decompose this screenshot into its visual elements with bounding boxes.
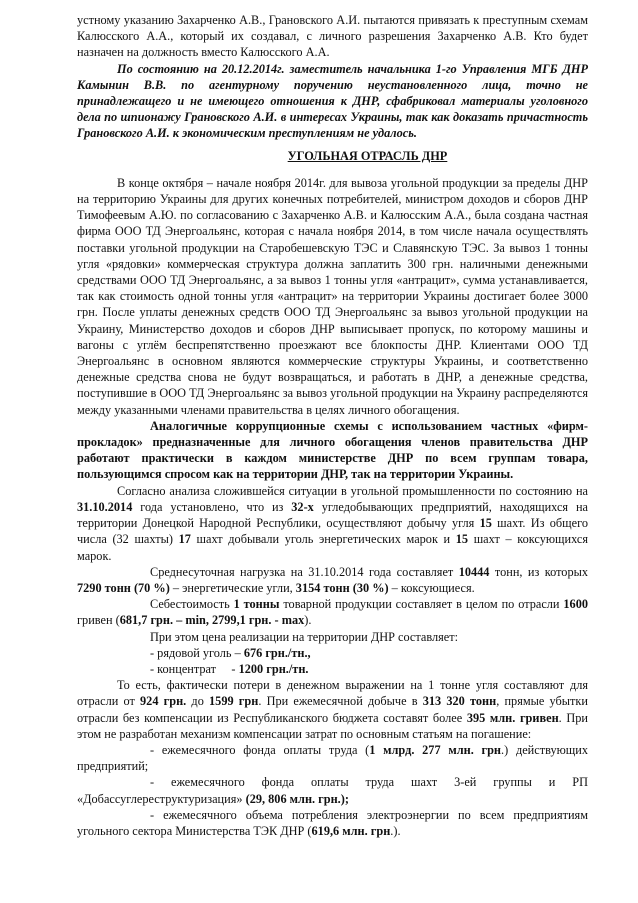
price-raw-coal: [77, 645, 588, 661]
losses-paragraph: [77, 677, 588, 742]
load-paragraph: [77, 564, 588, 596]
load-text-3: – энергетические угли,: [169, 580, 296, 595]
analysis-text-4: шахт. Из общего числа (32 шахты): [77, 516, 588, 547]
losses-text-2: до: [186, 694, 210, 709]
load-text-2: тонн, из которых: [489, 564, 589, 579]
price-concentrate: [77, 661, 588, 677]
price-raw-value: 676 грн./тн.,: [243, 645, 311, 660]
item2-value: (29, 806 млн. грн.);: [245, 791, 349, 806]
cost-text-2: товарной продукции составляет в целом по отрасли: [279, 597, 560, 612]
cost-unit: 1 тонны: [233, 597, 280, 612]
item1-text: - ежемесячного фонда оплаты труда (: [150, 742, 370, 757]
item1-value: 1 млрд. 277 млн. грн: [369, 742, 502, 757]
main-paragraph: В конце октября – начале ноября 2014г. для вывоза угольной продукции за пределы ДНР на территорию Украины для других конечных потребителей, министром доходов и сборов ДНР Тимофеевым А.Ю. по согласованию с Захарченко А.В. и Калюсским А.А., была создана частная фирма ООО ТД Энергоальянс, которая с начала ноября 2014, в том числе начала осуществлять поставки угольной продукции на Старобешевскую ТЭС и Славянскую ТЭС. За вывоз 1 тонны угля «рядовки» коммерческая структура должна заплатить 300 грн. наличными денежными средствами ООО ТД Энергоальянс, а за вывоз 1 тонны угля «антрацит», сумма устанавливается, так как стоимость одной тонны угля «антрацит» на территории Украины достигает более 3000 грн. После уплаты денежных средств ООО ТД Энергоальянс за вывоз угольной продукции на Украину, Министерство доходов и сборов ДНР выписывает пропуск, по которому машины и вагоны с углём беспрепятственно проезжают все блокпосты ДНР. Клиентами ООО ТД Энергоальянс в основном являются коммерческие структуры Украины, и соответственно денежные средства снова не будут возвращаться, и работать в ДНР, а денежные средства, поступившие в ООО ТД Энергоальянс за вывоз угольной продукции на Украину распределяются между указанными членами правительства в целях личного обогащения.: [77, 175, 588, 417]
item-group3-mines: [77, 774, 588, 806]
item2-text: - ежемесячного фонда оплаты труда шахт 3-ей группы и РП «Добассуглереструктуризация»: [77, 775, 588, 806]
cost-text-4: ).: [304, 613, 312, 628]
item-electricity: [77, 807, 588, 839]
losses-text-1: То есть, фактически потери в денежном выражении на 1 тонне угля составляют для отрасли от: [77, 678, 588, 709]
mines-total: 32-х: [291, 499, 314, 514]
losses-to: 1599 грн: [209, 694, 259, 709]
analysis-text-5: шахт добывали уголь энергетических марок и: [190, 532, 456, 547]
bold-block: Аналогичные коррупционные схемы с использованием частных «фирм-прокладок» предназначенные для личного обогащения членов правительства ДНР работают практически в каждом министерстве ДНР по всем группам товара, пользующимся спросом как на территории ДНР, так на территории Украины.: [77, 418, 588, 482]
load-total: 10444: [458, 564, 490, 579]
mines-coke: 15: [455, 532, 469, 547]
section-title: УГОЛЬНАЯ ОТРАСЛЬ ДНР: [287, 148, 448, 163]
load-text-1: Среднесуточная нагрузка на 31.10.2014 года составляет: [150, 564, 459, 579]
cost-paragraph: [77, 596, 588, 628]
analysis-text-6: шахт – коксующихся марок.: [77, 532, 588, 563]
item3-tail: .).: [390, 823, 401, 838]
mines-active: 15: [479, 516, 492, 531]
item1-tail: .) действующих предприятий;: [77, 742, 588, 774]
price-conc-label: - концентрат -: [150, 661, 239, 676]
analysis-text-2: года установлено, что из: [132, 499, 292, 514]
price-raw-label: - рядовой уголь –: [150, 645, 244, 660]
load-energy: 7290 тонн (70 %): [77, 580, 170, 595]
cost-value: 1600: [563, 597, 588, 612]
intro-paragraph: устному указанию Захарченко А.В., Грановского А.И. пытаются привязать к преступным схемам Калюсского А.А., который их создавал, с личного разрешения Захарченко А.В. Кто будет назначен на должность вместо Калюсского А.А.: [77, 13, 588, 60]
losses-total: 395 млн. гривен: [466, 710, 559, 725]
analysis-paragraph: [77, 483, 588, 564]
losses-text-3: . При ежемесячной добыче в: [258, 694, 423, 709]
item3-value: 619,6 млн. грн: [311, 823, 391, 838]
italic-block: По состоянию на 20.12.2014г. заместитель начальника 1-го Управления МГБ ДНР Камынин В.В. по агентурному поручению неустановленного лица, точно не принадлежащего и не имеющего отношения к ДНР, сфабриковал материалы уголовного дела по шпионажу Грановского А.И. в интересах Украины, так как доказать причастность Грановского А.И. к экономическим преступлениям не удалось.: [77, 61, 588, 141]
cost-text-3: гривен (: [77, 613, 120, 628]
cost-range: 681,7 грн. – min, 2799,1 грн. - max: [119, 613, 305, 628]
prices-intro: При этом цена реализации на территории ДНР составляет:: [150, 629, 459, 644]
item3-text: - ежемесячного объема потребления электроэнергии по всем предприятиям угольного сектора Министерства ТЭК ДНР (: [77, 807, 588, 838]
load-text-4: – коксующиеся.: [388, 580, 475, 595]
losses-text-4: , прямые убытки отрасли без компенсации из Республиканского бюджета составят более: [77, 694, 588, 725]
losses-from: 924 грн.: [140, 694, 187, 709]
mines-energy: 17: [178, 532, 191, 547]
analysis-text-1: Согласно анализа сложившейся ситуации в угольной промышленности по состоянию на: [117, 483, 588, 498]
cost-text-1: Себестоимость: [150, 597, 234, 612]
analysis-date: 31.10.2014: [77, 499, 133, 514]
item-wage-fund: [77, 742, 588, 774]
losses-monthly: 313 320 тонн: [422, 694, 497, 709]
price-conc-value: 1200 грн./тн.: [238, 661, 309, 676]
load-coke: 3154 тонн (30 %): [295, 580, 389, 595]
losses-text-5: . При этом не разработан механизм компенсации затрат по основным статьям на погашение:: [77, 710, 588, 741]
analysis-text-3: угледобывающих предприятий, находящихся на территории Донецкой Народной Республики, осуществляют добычу угля: [77, 499, 588, 531]
